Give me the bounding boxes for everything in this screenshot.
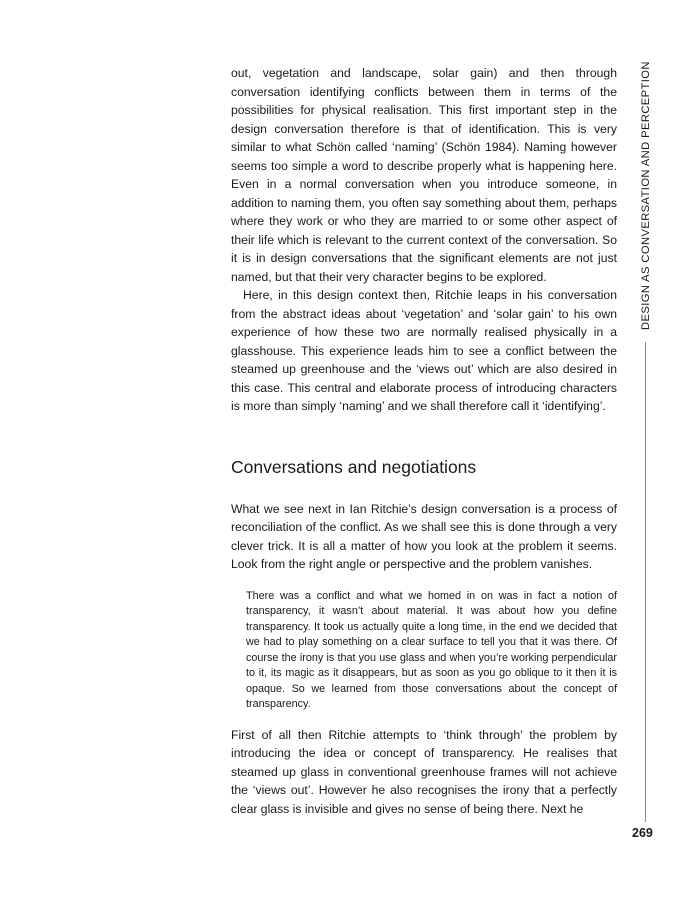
text-column [231, 64, 617, 818]
section-heading: Conversations and negotiations [231, 456, 477, 477]
body-paragraph-1: out, vegetation and landscape, solar gain) and then through conversation identifying conflicts between them in terms of the possibilities for physical realisation. This first important step in the design conversation therefore is that of identification. This is very similar to what Schön called ‘naming’ (Schön 1984). Naming however seems too simple a word to describe properly what is happening here. Even in a normal conversation when you introduce someone, in addition to naming them, you often say something about them, perhaps where they work or who they are married to or some other aspect of their life which is relevant to the current context of the conversation. So it is in design conversations that the significant elements are not just named, but that their very character begins to be explored. [231, 66, 617, 284]
body-paragraph-4: First of all then Ritchie attempts to ‘think through’ the problem by introducing the idea or concept of transparency. He realises that steamed up glass in conventional greenhouse frames will not achieve the ‘views out’. However he also recognises the irony that a perfectly clear glass is invisible and gives no sense of being there. Next he [231, 727, 617, 816]
body-paragraph-2: Here, in this design context then, Ritchie leaps in his conversation from the abstract ideas about ‘vegetation’ and ‘solar gain’ to his own experience of how these two are normally realised physically in a glasshouse. This experience leads him to see a conflict between the steamed up greenhouse and the ‘views out’ which are also desired in this case. This central and elaborate process of introducing characters is more than simply ‘naming’ and we shall therefore call it ‘identifying’. [231, 288, 617, 413]
page-number: 269 [632, 826, 653, 840]
body-paragraph-3: What we see next in Ian Ritchie’s design conversation is a process of reconciliation of the conflict. As we shall see this is done through a very clever trick. It is all a matter of how you look at the problem it seems. Look from the right angle or perspective and the problem vanishes. [231, 501, 617, 571]
running-header: DESIGN AS CONVERSATION AND PERCEPTION [640, 61, 652, 330]
block-quote: There was a conflict and what we homed in on was in fact a notion of transparency, it wasn’t about material. It was about how you define transparency. It took us actually quite a long time, in the end we decided that we had to play something on a clear surface to tell you that it was there. Of course the irony is that you use glass and when you’re working perpendicular to it, its magic as it disappears, but as soon as you go oblique to it then it is opaque. So we learned from those conversations about the concept of transparency. [246, 589, 617, 710]
margin-rule [645, 342, 646, 822]
